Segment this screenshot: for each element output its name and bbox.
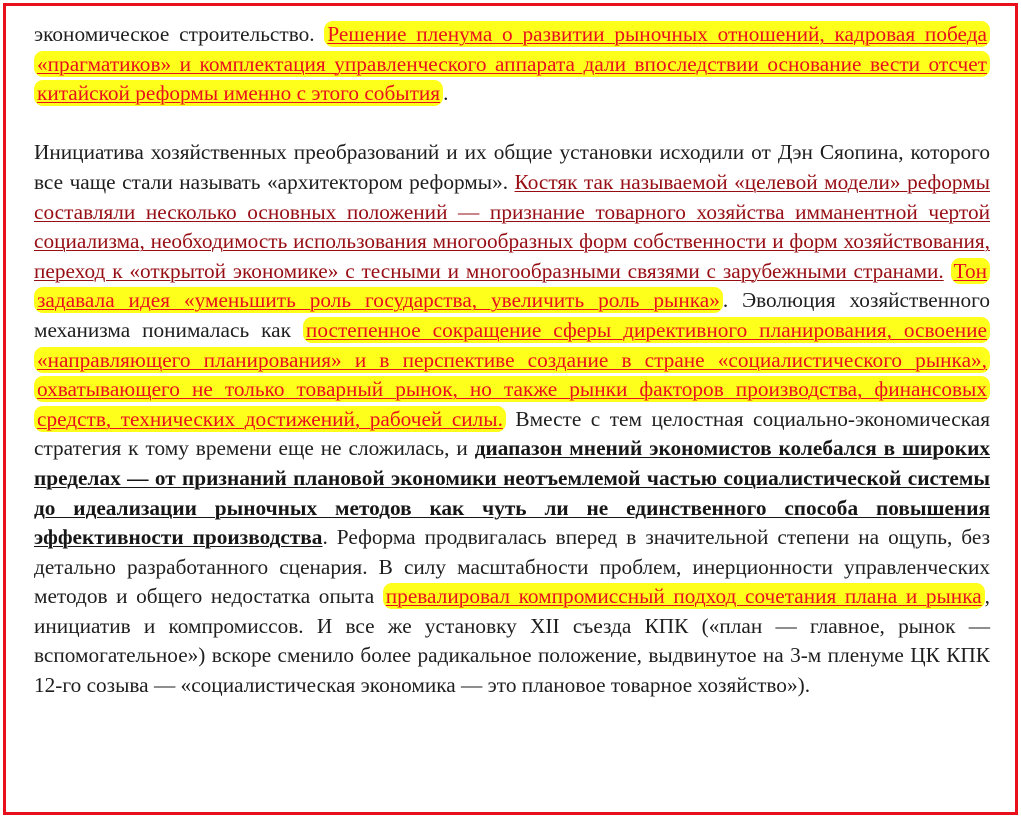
plain-text: . Реформа продвигалась вперед в значительной степени на ощупь, без детально разработанного сценария. В силу масштабности проблем, инерционности управленческих методов и общего недостатка опыта [34,525,990,609]
paragraph-2 [34,138,990,700]
plain-text: , инициатив и компромиссов. И все же установку XII съезда КПК («план — главное, рынок — вспомогательное») вскоре сменило более радикальное положение, выдвинутое на 3-м пленуме ЦК КПК 12-го созыва — «социалистическая экономика — это плановое товарное хозяйство»). [34,584,990,698]
highlighted-passage: постепенное сокращение сферы директивного планирования, освоение «направляющего планирования» и в перспективе создание в стране «социалистического рынка», охватывающего не только товарный рынок, но также рынки факторов производства, финансовых средств, технических достижений, рабочей силы. [34,317,990,432]
paragraph-1 [34,20,990,109]
plain-text: Инициатива хозяйственных преобразований и их общие установки исходили от Дэн Сяопина, которого все чаще стали называть «архитектором реформы». [34,140,990,194]
bold-underlined-passage: диапазон мнений экономистов колебался в широких пределах — от признаний плановой экономики неотъемлемой частью социалистической системы до идеализации рыночных методов как чуть ли не единственного способа повышения эффективности производства [34,436,990,550]
plain-text: . Эволюция хозяйственного механизма понималась как [34,288,990,342]
highlighted-passage: превалировал компромиссный подход сочетания плана и рынка [383,583,985,609]
document-page [34,20,990,701]
highlighted-passage: Тон задавала идея «уменьшить роль государства, увеличить роль рынка» [34,258,990,314]
plain-text: Вместе с тем целостная социально-экономическая стратегия к тому времени еще не сложилась, и [34,406,990,461]
underlined-red-passage: Костяк так называемой «целевой модели» реформы составляли несколько основных положений — признание товарного хозяйства имманентной чертой социализма, необходимость использования многообразных форм собственности и форм хозяйствования, переход к «открытой экономике» с тесными и многообразными связями с зарубежными странами. [34,169,990,283]
plain-text: . [443,81,449,106]
highlighted-passage: Решение пленума о развитии рыночных отношений, кадровая победа «прагматиков» и комплектация управленческого аппарата дали впоследствии основание вести отсчет китайской реформы именно с этого события [34,21,990,106]
plain-text [944,259,951,283]
plain-text: экономическое строительство. [34,22,325,46]
document-frame [3,3,1018,815]
